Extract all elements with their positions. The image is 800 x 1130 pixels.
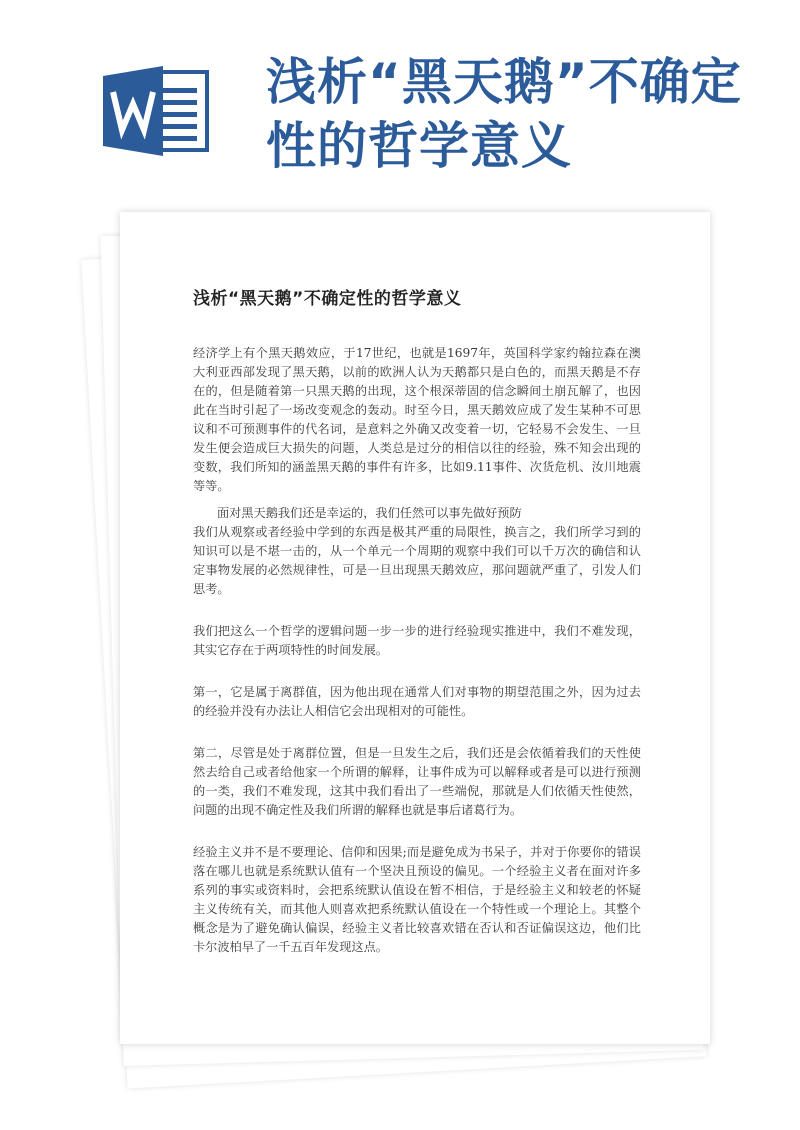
word-document-icon xyxy=(103,66,215,156)
banner-title: 浅析“黑天鹅”不确定性的哲学意义 xyxy=(266,53,742,175)
paragraph-1: 经济学上有个黑天鹅效应，于17世纪，也就是1697年，英国科学家约翰拉森在澳大利亚西部发现了黑天鹅，以前的欧洲人认为天鹅都只是白色的，而黑天鹅是不存在的，但是随着第一只黑天鹅的出现，这个根深蒂固的信念瞬间土崩瓦解了，也因此在当时引起了一场改变观念的轰动。时至今日，黑天鹅效应成了发生某种不可思议和不可预测事件的代名词，是意料之外确又改变着一切，它轻易不会发生、一旦发生便会造成巨大损失的问题，人类总是过分的相信以往的经验，殊不知会出现的变数，我们所知的涵盖黑天鹅的事件有许多，比如9.11事件、次货危机、汝川地震等等。 xyxy=(193,346,641,493)
paragraph-4: 我们把这么一个哲学的逻辑问题一步一步的进行经验现实推进中，我们不难发现，其实它存在于两项特性的时间发展。 xyxy=(193,624,641,657)
document-title: 浅析“黑天鹅”不确定性的哲学意义 xyxy=(193,289,462,309)
paragraph-3: 我们从观察或者经验中学到的东西是极其严重的局限性，换言之，我们所学习到的知识可以是不堪一击的，从一个单元一个周期的观察中我们可以千万次的确信和认定事物发展的必然规律性，可是一旦出现黑天鹅效应，那问题就严重了，引发人们思考。 xyxy=(193,525,641,596)
paragraph-5: 第一，它是属于离群值，因为他出现在通常人们对事物的期望范围之外，因为过去的经验并没有办法让人相信它会出现相对的可能性。 xyxy=(193,685,641,718)
banner-header xyxy=(0,0,800,200)
paragraph-7: 经验主义并不是不要理论、信仰和因果;而是避免成为书呆子，并对于你要你的错误落在哪儿也就是系统默认值有一个坚决且预设的偏见。一个经验主义者在面对许多系列的事实或资料时，会把系统默认值设在暂不相信，于是经验主义和较老的怀疑主义传统有关，而其他人则喜欢把系统默认值设在一个特性或一个理论上。其整个概念是为了避免确认偏误，经验主义者比较喜欢错在否认和否证偏误这边，他们比卡尔波柏早了一千五百年发现这点。 xyxy=(193,845,641,954)
paragraph-6: 第二，尽管是处于离群位置，但是一旦发生之后，我们还是会依循着我们的天性使然去给自己或者给他家一个所谓的解释，让事件成为可以解释或者是可以进行预测的一类，我们不难发现，这其中我们看出了一些端倪，那就是人们依循天性使然，问题的出现不确定性及我们所谓的解释也就是事后诸葛行为。 xyxy=(193,746,641,817)
paragraph-2: 面对黑天鹅我们还是幸运的，我们任然可以事先做好预防 xyxy=(217,506,522,520)
document-page xyxy=(120,212,710,1044)
document-body xyxy=(193,344,641,957)
